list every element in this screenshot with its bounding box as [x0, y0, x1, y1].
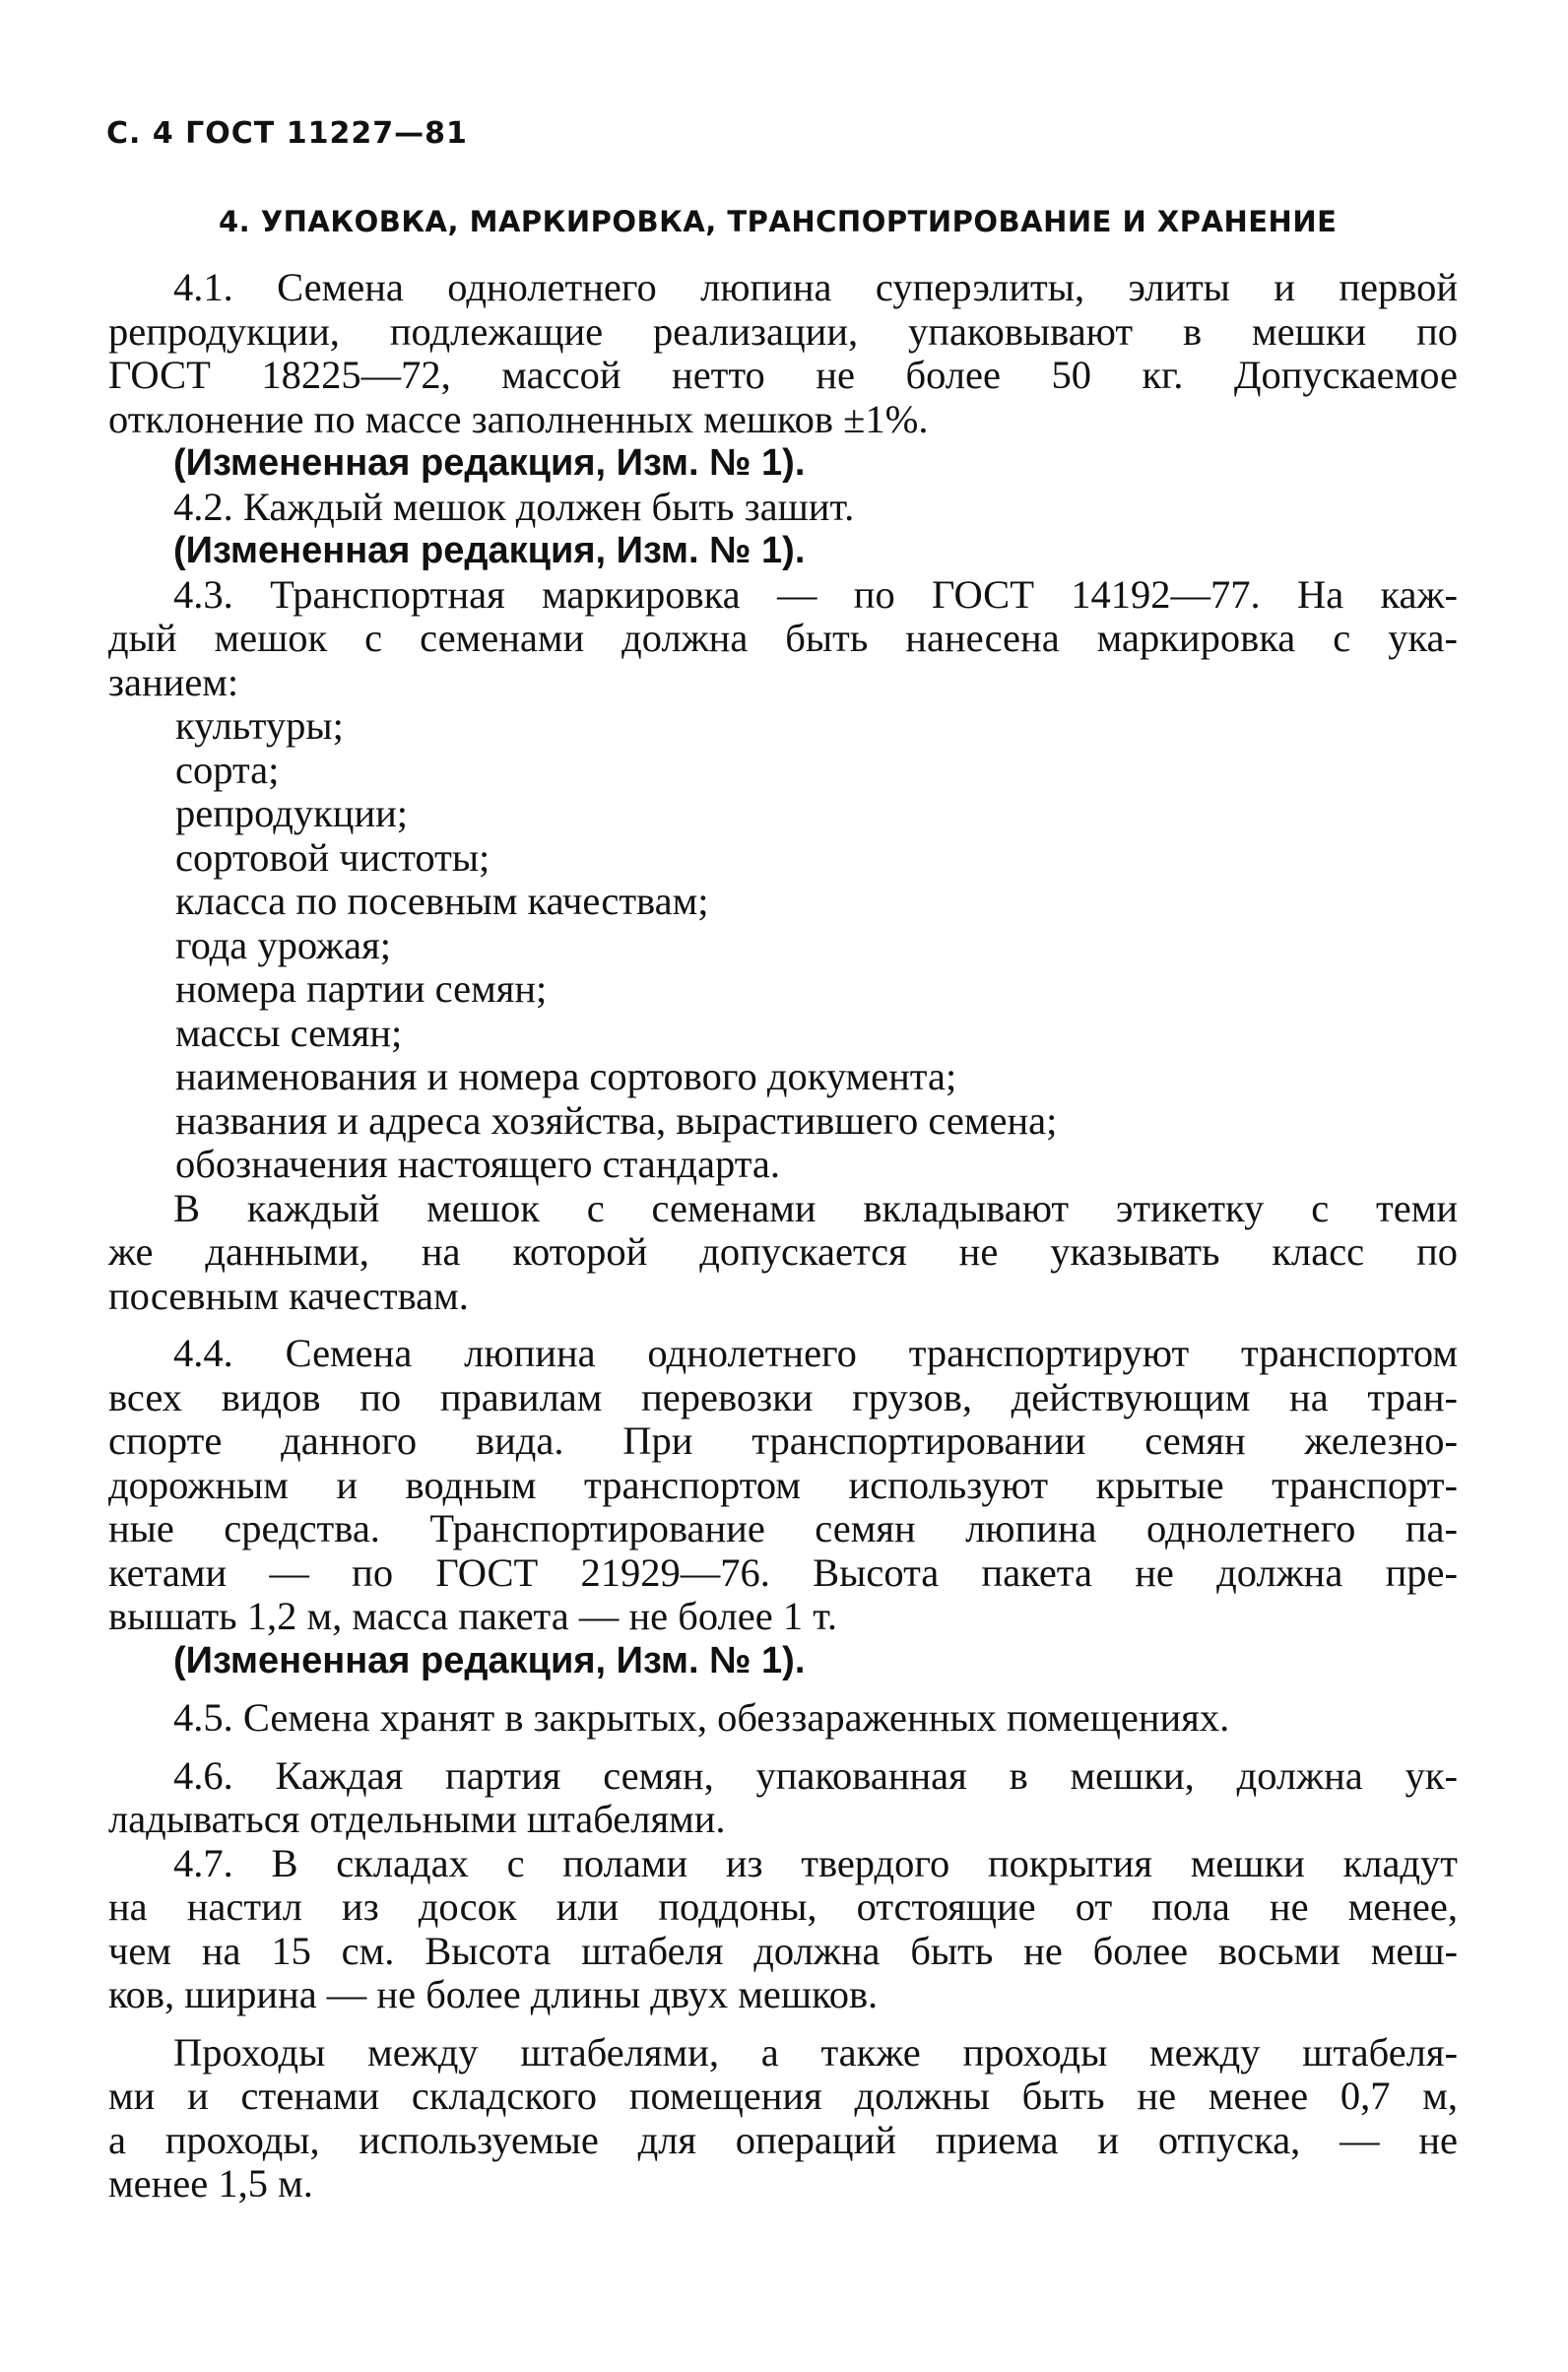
text-line: спорте данного вида. При транспортировании семян железно-	[108, 1418, 1458, 1463]
text-line: же данными, на которой допускается не указывать класс по	[108, 1229, 1458, 1274]
section-title: 4. УПАКОВКА, МАРКИРОВКА, ТРАНСПОРТИРОВАНИЕ И ХРАНЕНИЕ	[219, 205, 1338, 238]
amendment-note: (Измененная редакция, Изм. № 1).	[173, 530, 806, 571]
amendment-note: (Измененная редакция, Изм. № 1).	[173, 1639, 806, 1681]
paragraph-4-1	[108, 266, 1458, 486]
text-line: 4.3. Транспортная маркировка — по ГОСТ 14192—77. На каж-	[173, 571, 1458, 617]
list-item: сортовой чистоты;	[175, 834, 490, 880]
text-line: менее 1,5 м.	[108, 2161, 313, 2206]
list-item: года урожая;	[175, 922, 391, 967]
text-line: ми и стенами складского помещения должны быть не менее 0,7 м,	[108, 2074, 1458, 2118]
text-line: 4.1. Семена однолетнего люпина суперэлиты, элиты и первой	[173, 265, 1458, 309]
paragraph-4-5	[108, 1696, 1458, 1741]
paragraph-4-6	[108, 1754, 1458, 1842]
text-line: ладываться отдельными штабелями.	[108, 1797, 726, 1841]
text-line: отклонение по массе заполненных мешков ±1%.	[108, 396, 929, 441]
document-body	[108, 266, 1458, 2207]
text-line: занием:	[108, 659, 239, 704]
text-line: 4.6. Каждая партия семян, упакованная в мешки, должна ук-	[173, 1752, 1458, 1798]
text-line: чем на 15 см. Высота штабеля должна быть не более восьми меш-	[108, 1928, 1458, 1973]
text-line: всех видов по правилам перевозки грузов, действующим на тран-	[108, 1374, 1458, 1419]
list-item: наименования и номера сортового документа;	[175, 1054, 957, 1098]
amendment-note: (Измененная редакция, Изм. № 1).	[173, 442, 806, 484]
paragraph-4-3	[108, 573, 1458, 1319]
text-line: ГОСТ 18225—72, массой нетто не более 50 кг. Допускаемое	[108, 353, 1458, 397]
text-line: 4.4. Семена люпина однолетнего транспортируют транспортом	[173, 1331, 1458, 1375]
text-line: ные средства. Транспортирование семян люпина однолетнего па-	[108, 1506, 1458, 1550]
list-item: класса по посевным качествам;	[175, 879, 709, 923]
text-line: дый мешок с семенами должна быть нанесена маркировка с ука-	[108, 616, 1458, 660]
text-line: на настил из досок или поддоны, отстоящие от пола не менее,	[108, 1884, 1458, 1929]
list-item: репродукции;	[175, 791, 409, 835]
list-item: культуры;	[175, 703, 344, 748]
text-line: ков, ширина — не более длины двух мешков.	[108, 1972, 879, 2016]
paragraph-4-4	[108, 1332, 1458, 1682]
page-header: С. 4 ГОСТ 11227—81	[106, 116, 468, 151]
list-item: номера партии семян;	[175, 966, 548, 1011]
list-item: массы семян;	[175, 1010, 403, 1055]
list-item: сорта;	[175, 747, 280, 792]
text-line: репродукции, подлежащие реализации, упаковывают в мешки по	[108, 308, 1458, 354]
paragraph-passages	[108, 2031, 1458, 2207]
paragraph-4-7	[108, 1842, 1458, 2017]
text-line: В каждый мешок с семенами вкладывают этикетку с теми	[173, 1185, 1458, 1230]
text-line: Проходы между штабелями, а также проходы между штабеля-	[173, 2029, 1458, 2075]
text-line: посевным качествам.	[108, 1273, 469, 1318]
paragraph-4-2	[108, 486, 1458, 573]
text-line: кетами — по ГОСТ 21929—76. Высота пакета не должна пре-	[108, 1549, 1458, 1595]
text-line: 4.7. В складах с полами из твердого покрытия мешки кладут	[173, 1840, 1458, 1885]
text-line: а проходы, используемые для операций приема и отпуска, — не	[108, 2117, 1458, 2162]
list-item: обозначения настоящего стандарта.	[175, 1142, 781, 1186]
text-line: 4.5. Семена хранят в закрытых, обеззараженных помещениях.	[173, 1695, 1230, 1740]
text-line: вышать 1,2 м, масса пакета — не более 1 т.	[108, 1594, 837, 1638]
list-item: названия и адреса хозяйства, вырастившего семена;	[175, 1097, 1058, 1143]
text-line: дорожным и водным транспортом используют крытые транспорт-	[108, 1462, 1458, 1507]
text-line: 4.2. Каждый мешок должен быть зашит.	[173, 484, 855, 529]
